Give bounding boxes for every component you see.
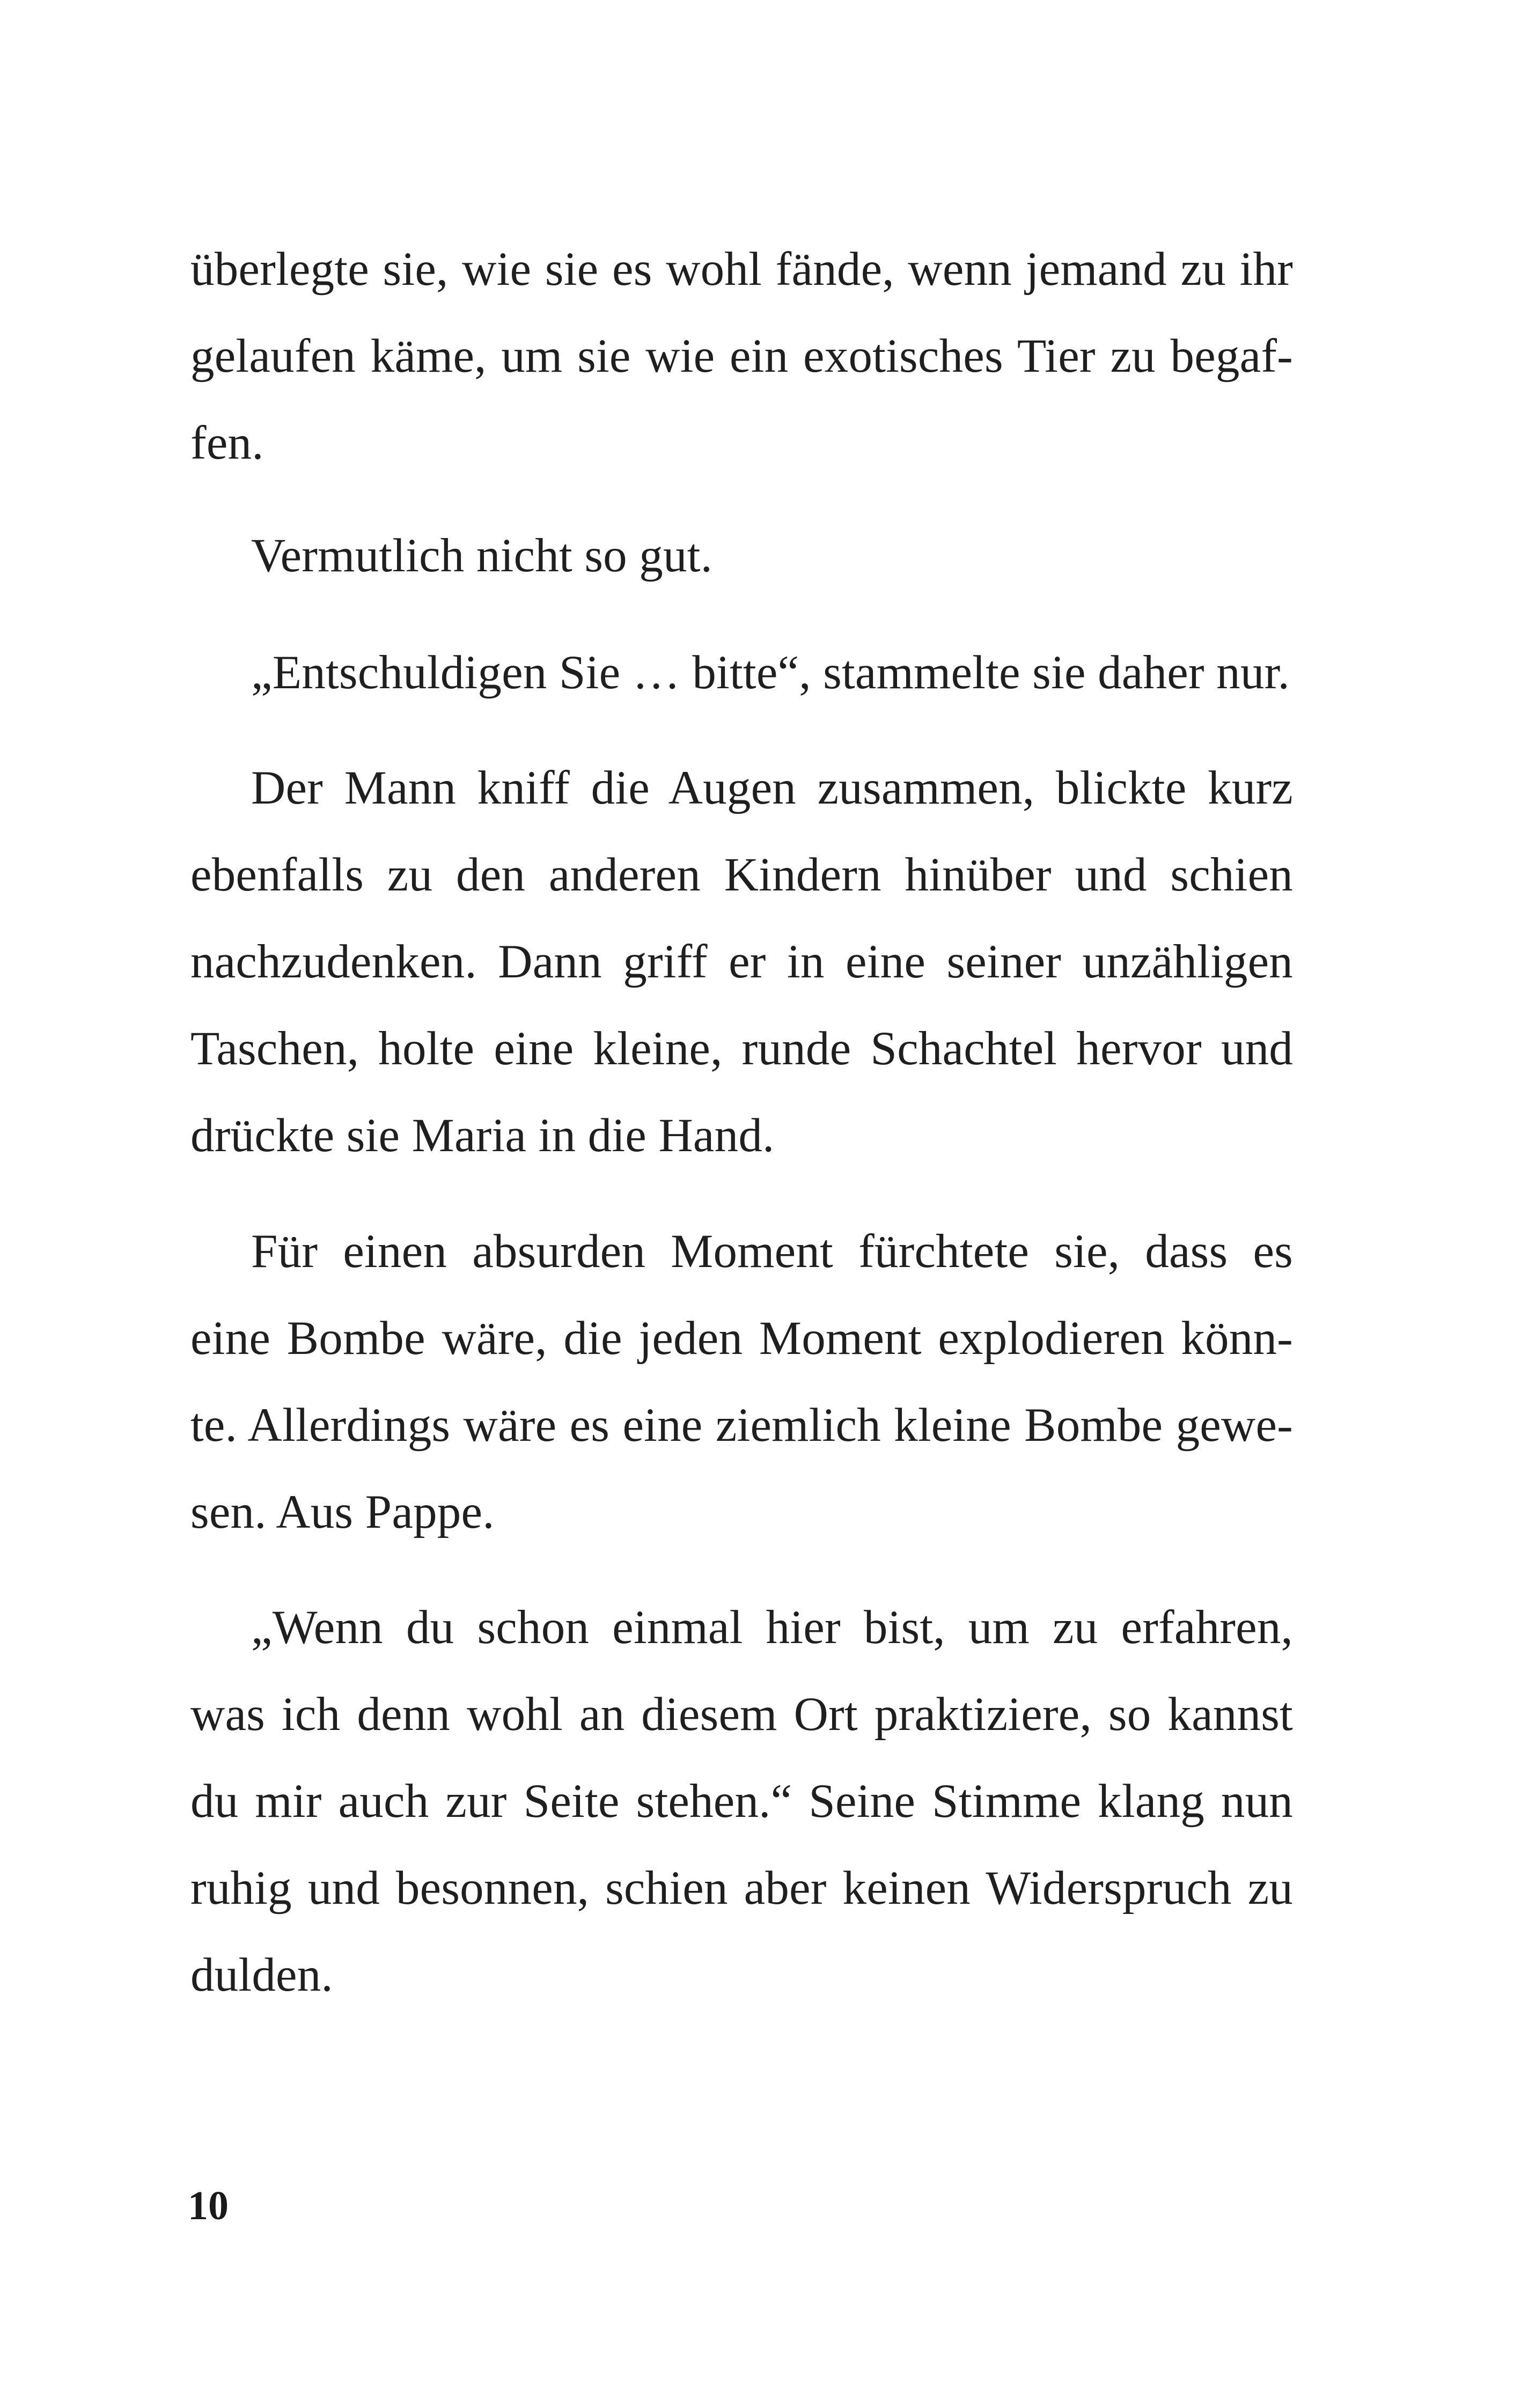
text-line: Für einen absurden Moment fürchtete sie, dass es xyxy=(251,1225,1293,1278)
text-line: drückte sie Maria in die Hand. xyxy=(190,1109,775,1162)
text-line: was ich denn wohl an diesem Ort praktiziere, so kannst xyxy=(190,1688,1293,1741)
text-line: ebenfalls zu den anderen Kindern hinüber und schien xyxy=(190,849,1293,901)
text-line: eine Bombe wäre, die jeden Moment explodieren könn- xyxy=(190,1312,1293,1365)
page-number: 10 xyxy=(188,2183,229,2228)
text-line: Der Mann kniff die Augen zusammen, blickte kurz xyxy=(251,762,1293,814)
text-line: ruhig und besonnen, schien aber keinen Widerspruch zu xyxy=(190,1862,1293,1914)
text-line: gelaufen käme, um sie wie ein exotisches Tier zu begaf- xyxy=(190,330,1293,382)
text-line: dulden. xyxy=(190,1949,333,2001)
text-line: te. Allerdings wäre es eine ziemlich kleine Bombe gewe- xyxy=(190,1399,1293,1452)
text-line: „Entschuldigen Sie … bitte“, stammelte sie daher nur. xyxy=(251,646,1290,699)
text-line: Taschen, holte eine kleine, runde Schachtel hervor und xyxy=(190,1022,1293,1075)
text-line: Vermutlich nicht so gut. xyxy=(251,529,713,582)
text-line: du mir auch zur Seite stehen.“ Seine Stimme klang nun xyxy=(190,1775,1293,1828)
text-line: nachzudenken. Dann griff er in eine seiner unzähligen xyxy=(190,936,1293,988)
text-line: sen. Aus Pappe. xyxy=(190,1486,495,1538)
text-line: überlegte sie, wie sie es wohl fände, wenn jemand zu ihr xyxy=(190,243,1293,296)
text-line: „Wenn du schon einmal hier bist, um zu erfahren, xyxy=(251,1601,1293,1654)
text-line: fen. xyxy=(190,417,264,469)
